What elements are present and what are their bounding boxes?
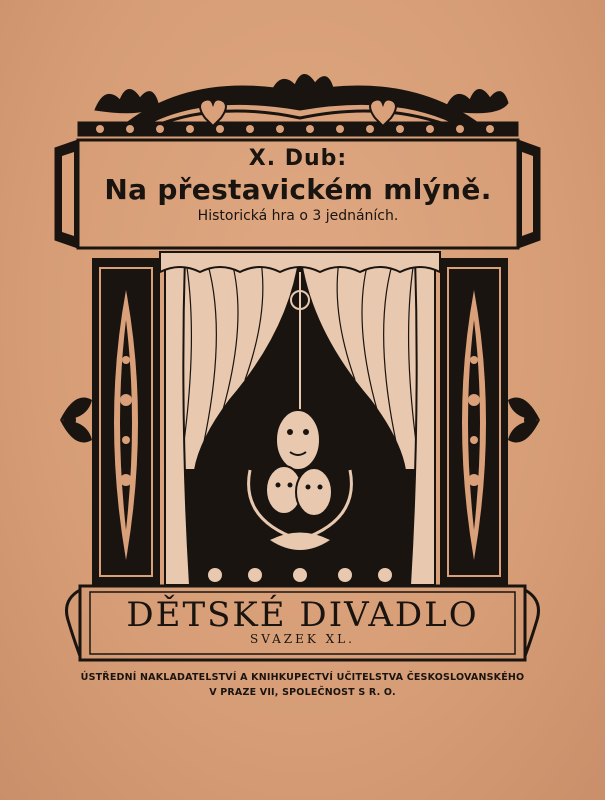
volume-number: SVAZEK XL. [250,632,355,646]
title-block [78,140,518,248]
series-block [90,590,515,656]
play-subtitle: Historická hra o 3 jednáních. [197,208,399,224]
left-column [92,258,160,586]
side-flourish-left [60,398,92,443]
side-flourish-right [508,398,540,443]
publisher-line-2: V PRAZE VII, SPOLEČNOST S R. O. [209,687,396,698]
play-title: Na přestavickém mlýně. [104,173,492,206]
right-column [440,258,508,586]
series-name: DĚTSKÉ DIVADLO [126,595,479,635]
author-name: X. Dub: [248,146,348,171]
crest-ornament [78,74,518,136]
stage [160,252,440,585]
publisher-line-1: ÚSTŘEDNÍ NAKLADATELSTVÍ A KNIHKUPECTVÍ UČITELSTVA ČESKOSLOVANSKÉHO [80,672,525,683]
publisher-imprint [40,670,565,700]
